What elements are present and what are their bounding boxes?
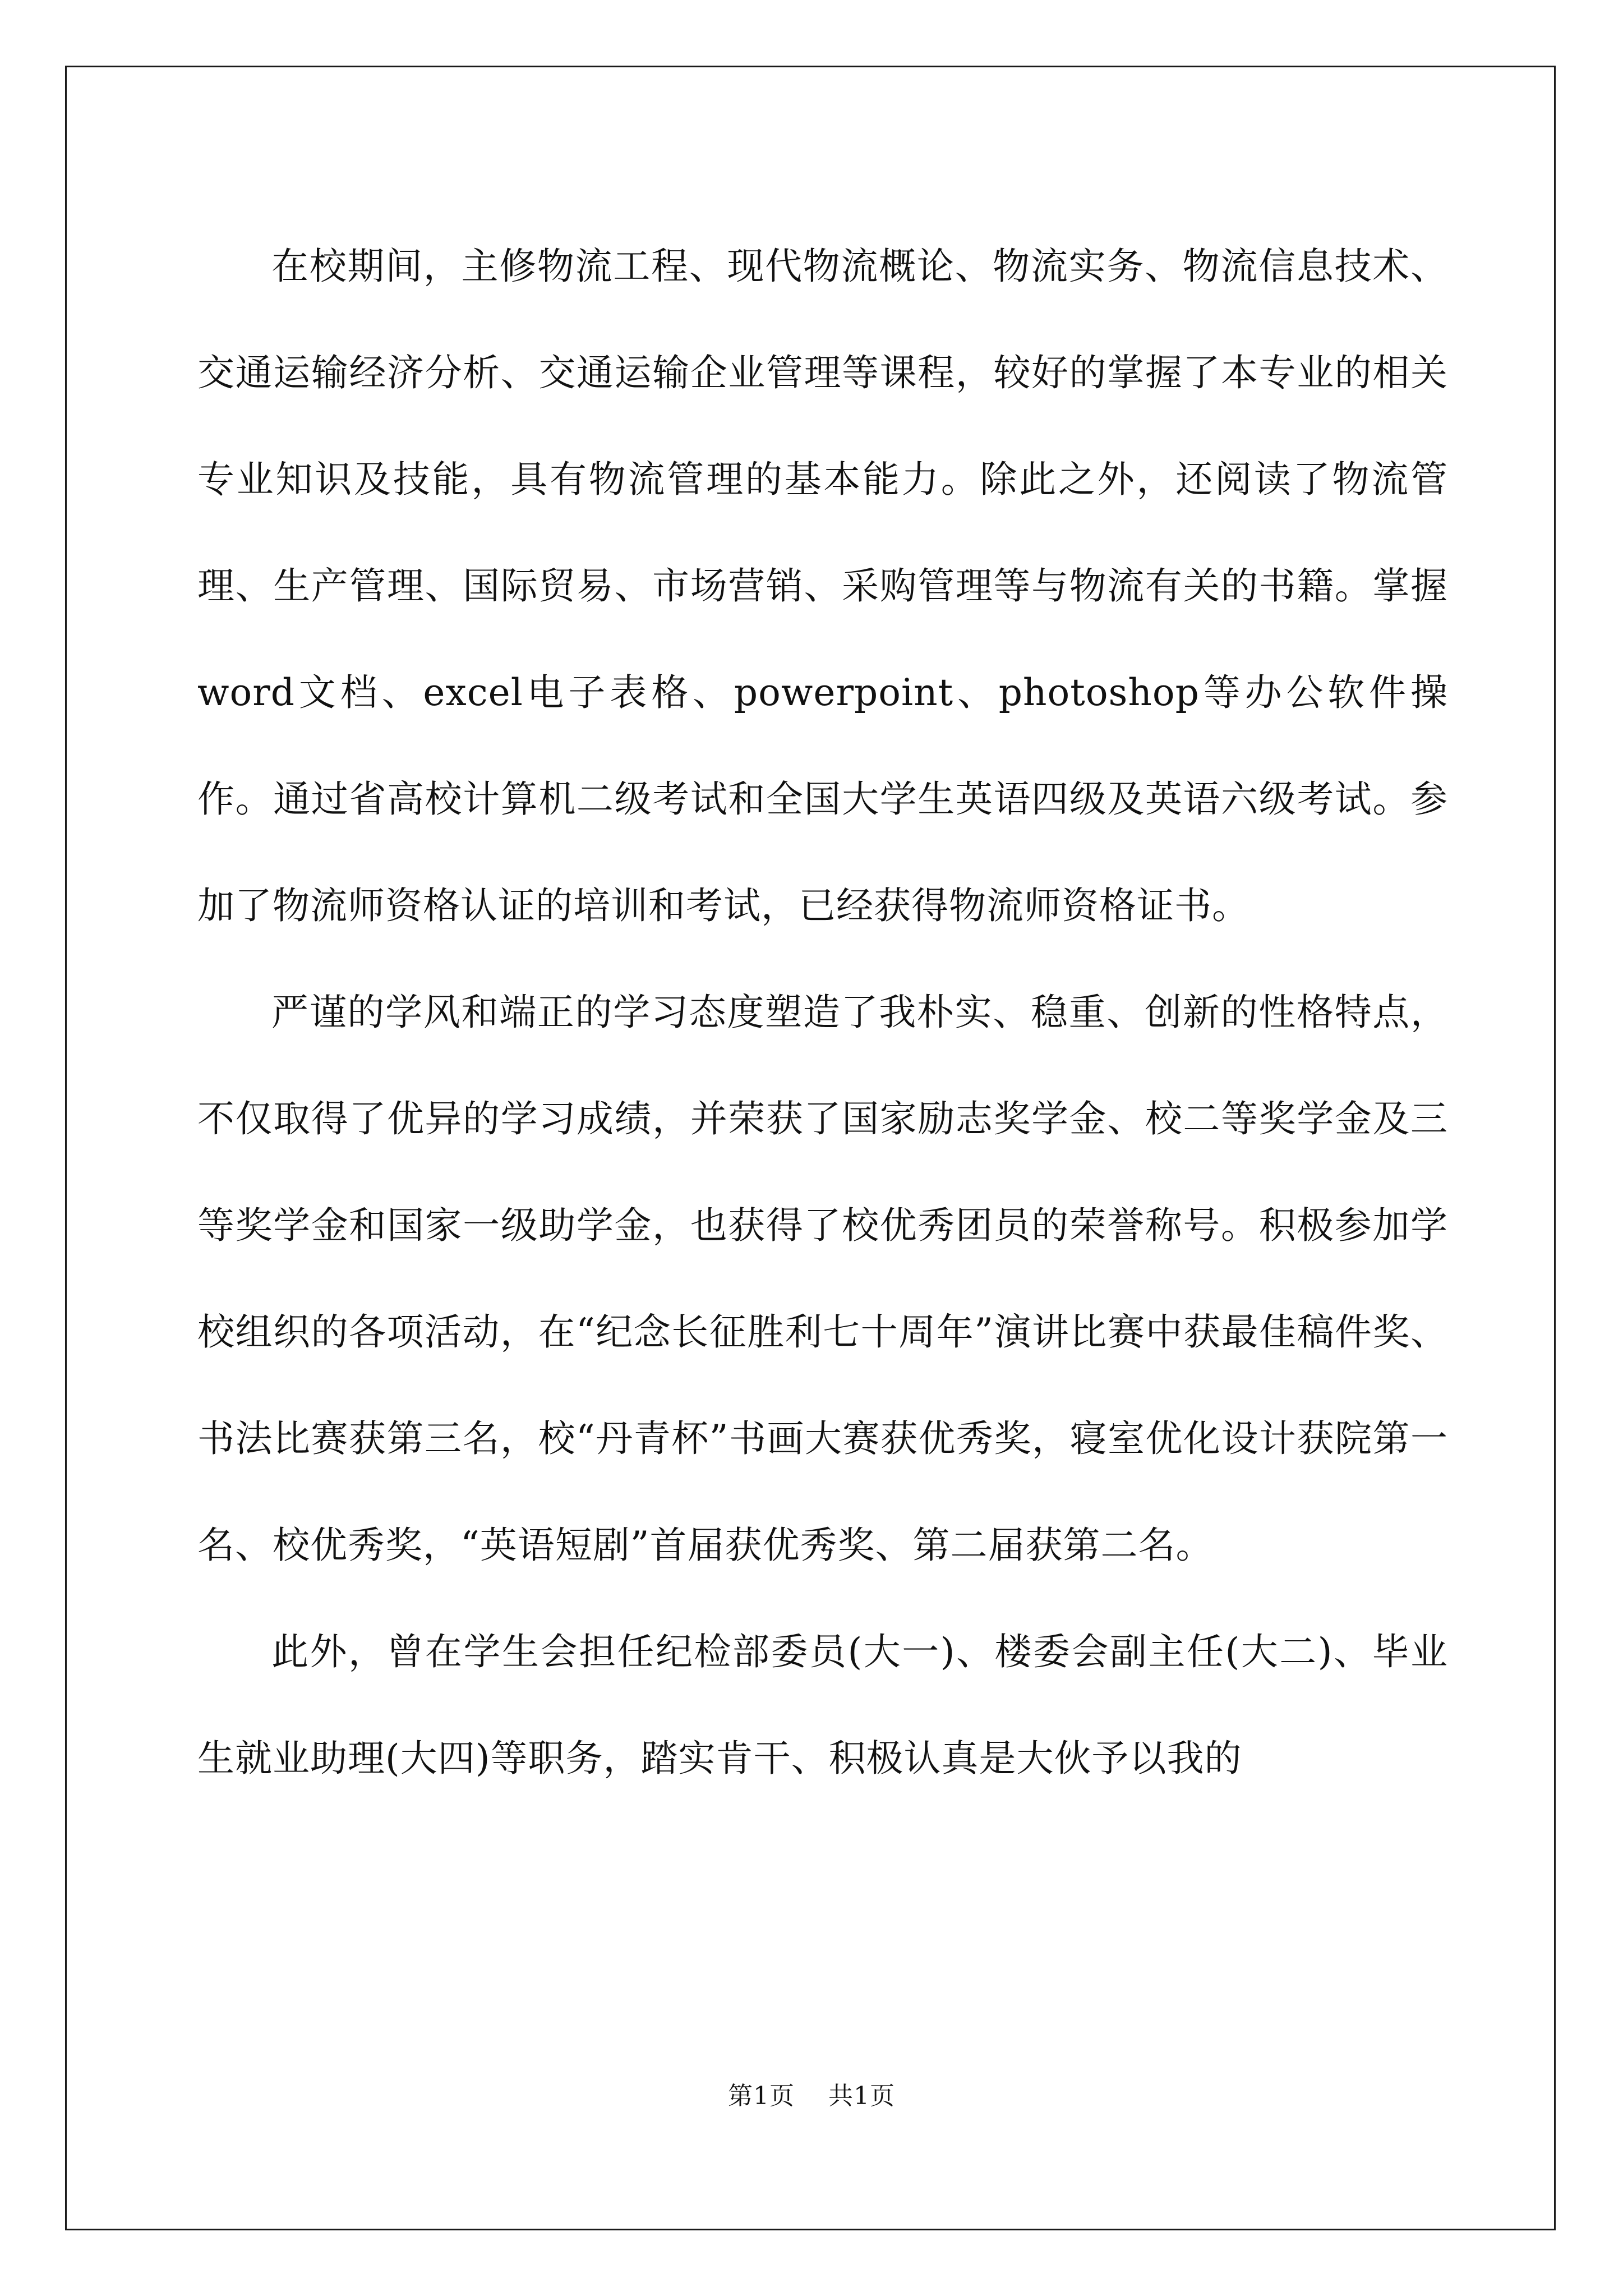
paragraph-positions: 此外，曾在学生会担任纪检部委员(大一)、楼委会副主任(大二)、毕业生就业助理(大四)等职务，踏实肯干、积极认真是大伙予以我的 xyxy=(197,1630,1448,1780)
page-footer xyxy=(0,2076,1623,2111)
paragraph-education: 在校期间，主修物流工程、现代物流概论、物流实务、物流信息技术、交通运输经济分析、交通运输企业管理等课程，较好的掌握了本专业的相关专业知识及技能，具有物流管理的基本能力。除此之外，还阅读了物流管理、生产管理、国际贸易、市场营销、采购管理等与物流有关的书籍。掌握word文档、excel电子表格、powerpoint、photoshop等办公软件操作。通过省高校计算机二级考试和全国大学生英语四级及英语六级考试。参加了物流师资格认证的培训和考试，已经获得物流师资格证书。 xyxy=(197,245,1448,927)
page-number-current: 第1页 xyxy=(728,2082,795,2110)
page-number-total: 共1页 xyxy=(828,2082,895,2110)
paragraph-awards: 严谨的学风和端正的学习态度塑造了我朴实、稳重、创新的性格特点，不仅取得了优异的学习成绩，并荣获了国家励志奖学金、校二等奖学金及三等奖学金和国家一级助学金，也获得了校优秀团员的荣誉称号。积极参加学校组织的各项活动，在“纪念长征胜利七十周年”演讲比赛中获最佳稿件奖、书法比赛获第三名，校“丹青杯”书画大赛获优秀奖，寝室优化设计获院第一名、校优秀奖，“英语短剧”首届获优秀奖、第二届获第二名。 xyxy=(197,991,1448,1567)
document-body xyxy=(197,213,1448,1812)
